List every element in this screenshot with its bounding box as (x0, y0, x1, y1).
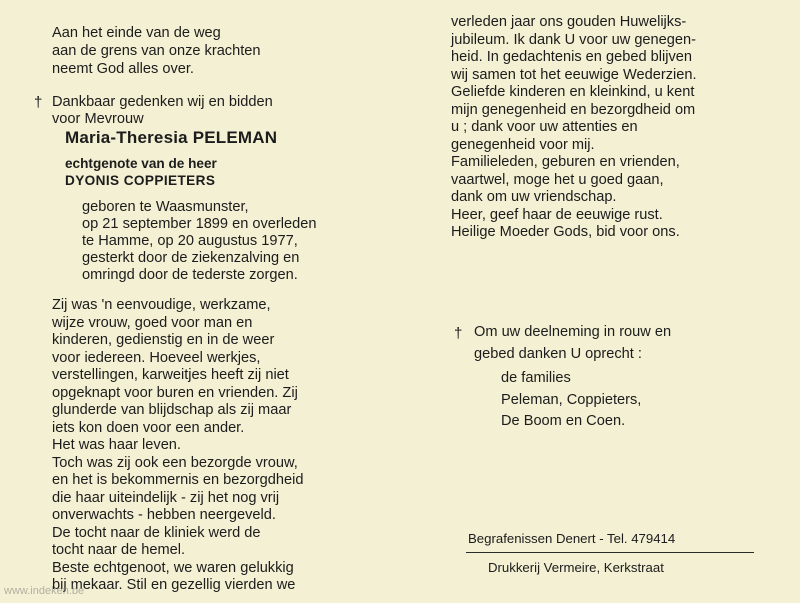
thanks-line-2: gebed danken U oprecht : (474, 346, 642, 362)
families-line-1: de families (501, 370, 571, 386)
bio-line-4: gesterkt door de ziekenzalving en (82, 250, 300, 266)
funeral-home: Begrafenissen Denert - Tel. 479414 (468, 531, 676, 546)
text-line: opgeknapt voor buren en vrienden. Zij (52, 384, 298, 401)
text-line: iets kon doen voor een ander. (52, 419, 245, 436)
text-line: dank om uw vriendschap. (451, 189, 617, 205)
text-line: De tocht naar de kliniek werd de (52, 524, 261, 541)
text-line: jubileum. Ik dank U voor uw genegen- (451, 31, 696, 48)
text-line: voor iedereen. Hoeveel werkjes, (52, 349, 261, 366)
text-line: Zij was 'n eenvoudige, werkzame, (52, 297, 271, 313)
text-line: bij mekaar. Stil en gezellig vierden we (52, 577, 296, 593)
text-line: kinderen, gedienstig en in de weer (52, 332, 275, 348)
opening-line-2: aan de grens van onze krachten (52, 43, 261, 59)
deceased-name: Maria-Theresia PELEMAN (65, 128, 278, 147)
text-line: en het is bekommernis en bezorgdheid (52, 472, 304, 488)
text-line: tocht naar de hemel. (52, 542, 186, 558)
watermark: www.indeken.be (4, 585, 85, 597)
text-line: verleden jaar ons gouden Huwelijks- (451, 14, 687, 30)
text-line: wij samen tot het eeuwige Wederzien. (451, 66, 697, 83)
printer: Drukkerij Vermeire, Kerkstraat (488, 560, 664, 575)
text-line: heid. In gedachtenis en gebed blijven (451, 49, 692, 65)
bio-line-2: op 21 september 1899 en overleden (82, 216, 317, 232)
families-line-3: De Boom en Coen. (501, 413, 626, 429)
spouse-line-1: echtgenote van de heer (65, 156, 217, 171)
text-line: Heer, geef haar de eeuwige rust. (451, 206, 663, 223)
text-line: onverwachts - hebben neergeveld. (52, 507, 276, 523)
bio-line-5: omringd door de tederste zorgen. (82, 267, 298, 283)
opening-line-1: Aan het einde van de weg (52, 25, 221, 41)
text-line: verstellingen, karweitjes heeft zij niet (52, 367, 289, 383)
cross-icon: † (34, 94, 43, 111)
text-line: Heilige Moeder Gods, bid voor ons. (451, 224, 680, 240)
intro-line-1: Dankbaar gedenken wij en bidden (52, 94, 273, 110)
text-line: u ; dank voor uw attenties en (451, 119, 638, 135)
text-line: vaartwel, moge het u goed gaan, (451, 171, 664, 188)
bio-line-3: te Hamme, op 20 augustus 1977, (82, 233, 298, 249)
text-line: die haar uiteindelijk - zij het nog vrij (52, 489, 280, 506)
text-line: mijn genegenheid en bezorgdheid om (451, 101, 696, 118)
thanks-line-1: Om uw deelneming in rouw en (474, 324, 672, 340)
text-line: Geliefde kinderen en kleinkind, u kent (451, 84, 695, 100)
text-line: glunderde van blijdschap als zij maar (52, 402, 292, 418)
text-line: genegenheid voor mij. (451, 136, 595, 153)
bio-line-1: geboren te Waasmunster, (82, 199, 249, 215)
text-line: Familieleden, geburen en vrienden, (451, 154, 680, 170)
footer-divider (466, 552, 754, 553)
text-line: Toch was zij ook een bezorgde vrouw, (52, 454, 298, 471)
intro-line-2: voor Mevrouw (52, 111, 144, 127)
spouse-line-2: DYONIS COPPIETERS (65, 173, 216, 188)
text-line: Beste echtgenoot, we waren gelukkig (52, 559, 294, 576)
text-line: wijze vrouw, goed voor man en (52, 314, 253, 331)
text-line: Het was haar leven. (52, 437, 181, 453)
families-line-2: Peleman, Coppieters, (501, 392, 642, 408)
opening-line-3: neemt God alles over. (52, 61, 194, 77)
cross-icon: † (454, 325, 463, 342)
